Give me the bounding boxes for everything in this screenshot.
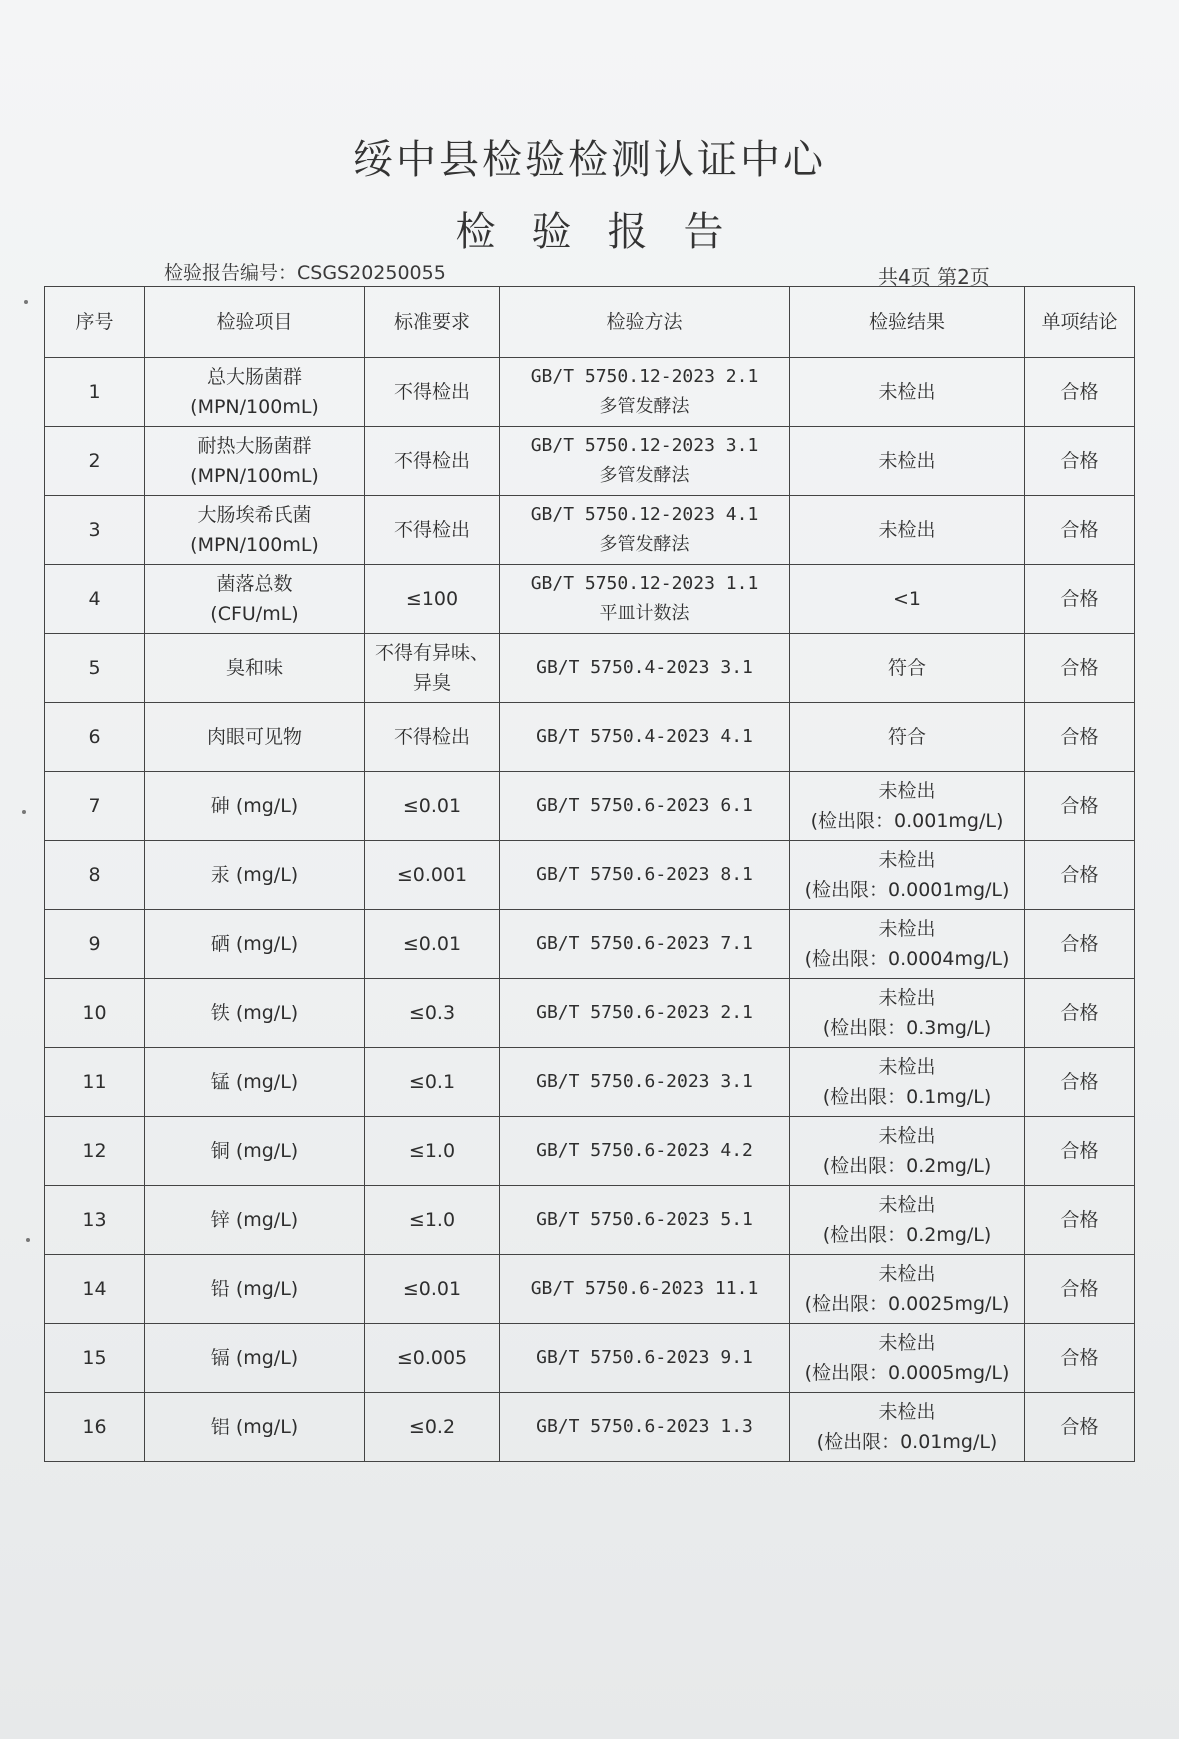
conclusion-text: 合格: [1060, 1140, 1099, 1162]
result-text: 未检出: [878, 849, 936, 871]
cell-conclusion: [1025, 1324, 1135, 1393]
column-header-item: 检验项目: [145, 287, 365, 358]
scan-speck: [26, 1238, 30, 1242]
result-text: 未检出: [878, 1125, 936, 1147]
conclusion-text: 合格: [1060, 588, 1099, 610]
conclusion-text: 合格: [1060, 795, 1099, 817]
column-header-result: 检验结果: [790, 287, 1025, 358]
cell-method: [500, 565, 790, 634]
item-name: 耐热大肠菌群: [197, 435, 312, 457]
cell-result: [790, 1255, 1025, 1324]
method-standard: GB/T 5750.6-2023 1.3: [536, 1416, 753, 1437]
row-number: 7: [88, 795, 101, 817]
cell-method: [500, 910, 790, 979]
cell-no: [45, 1117, 145, 1186]
cell-conclusion: [1025, 496, 1135, 565]
item-unit: (MPN/100mL): [190, 534, 319, 556]
cell-conclusion: [1025, 841, 1135, 910]
cell-result: [790, 1048, 1025, 1117]
requirement-text: ≤0.001: [396, 864, 468, 886]
table-row: [45, 772, 1135, 841]
table-row: [45, 496, 1135, 565]
cell-requirement: [365, 1186, 500, 1255]
conclusion-text: 合格: [1060, 381, 1099, 403]
cell-requirement: [365, 979, 500, 1048]
cell-result: [790, 910, 1025, 979]
column-header-requirement: 标准要求: [365, 287, 500, 358]
cell-method: [500, 1117, 790, 1186]
item-name: 铅 (mg/L): [210, 1278, 299, 1300]
table-row: [45, 1255, 1135, 1324]
result-text: 未检出: [878, 450, 936, 472]
cell-conclusion: [1025, 358, 1135, 427]
cell-requirement: [365, 910, 500, 979]
cell-result: [790, 979, 1025, 1048]
item-name: 镉 (mg/L): [210, 1347, 299, 1369]
method-standard: GB/T 5750.6-2023 5.1: [536, 1209, 753, 1230]
table-row: [45, 910, 1135, 979]
method-standard: GB/T 5750.6-2023 6.1: [536, 795, 753, 816]
method-standard: GB/T 5750.4-2023 4.1: [536, 726, 753, 747]
cell-method: [500, 496, 790, 565]
cell-requirement: [365, 1117, 500, 1186]
detection-limit: (检出限：0.0005mg/L): [804, 1362, 1010, 1384]
cell-method: [500, 358, 790, 427]
item-name: 锌 (mg/L): [210, 1209, 299, 1231]
conclusion-text: 合格: [1060, 1002, 1099, 1024]
cell-requirement: [365, 427, 500, 496]
result-text: 未检出: [878, 1263, 936, 1285]
cell-item: [145, 1186, 365, 1255]
cell-method: [500, 1393, 790, 1462]
method-standard: GB/T 5750.6-2023 4.2: [536, 1140, 753, 1161]
cell-result: [790, 634, 1025, 703]
cell-no: [45, 979, 145, 1048]
item-unit: (MPN/100mL): [190, 396, 319, 418]
cell-requirement: [365, 1048, 500, 1117]
row-number: 8: [88, 864, 101, 886]
method-name: 多管发酵法: [599, 465, 690, 486]
cell-requirement: [365, 703, 500, 772]
cell-item: [145, 496, 365, 565]
cell-item: [145, 1048, 365, 1117]
requirement-text: ≤0.01: [402, 1278, 462, 1300]
cell-item: [145, 772, 365, 841]
cell-no: [45, 358, 145, 427]
table-row: [45, 565, 1135, 634]
detection-limit: (检出限：0.1mg/L): [822, 1086, 992, 1108]
cell-result: [790, 358, 1025, 427]
requirement-text: ≤1.0: [408, 1209, 456, 1231]
row-number: 12: [82, 1140, 107, 1162]
conclusion-text: 合格: [1060, 933, 1099, 955]
report-number: 检验报告编号：CSGS20250055: [164, 262, 446, 284]
row-number: 3: [88, 519, 101, 541]
row-number: 14: [82, 1278, 107, 1300]
detection-limit: (检出限：0.001mg/L): [810, 810, 1004, 832]
cell-result: [790, 427, 1025, 496]
item-name: 铜 (mg/L): [210, 1140, 299, 1162]
cell-item: [145, 565, 365, 634]
requirement-text: ≤0.01: [402, 795, 462, 817]
cell-item: [145, 358, 365, 427]
cell-conclusion: [1025, 772, 1135, 841]
cell-method: [500, 427, 790, 496]
result-text: 符合: [887, 657, 926, 679]
cell-method: [500, 703, 790, 772]
cell-no: [45, 1324, 145, 1393]
requirement-text: ≤100: [405, 588, 459, 610]
cell-no: [45, 772, 145, 841]
detection-limit: (检出限：0.0001mg/L): [804, 879, 1010, 901]
cell-no: [45, 1393, 145, 1462]
item-name: 铁 (mg/L): [210, 1002, 299, 1024]
table-row: [45, 703, 1135, 772]
method-standard: GB/T 5750.4-2023 3.1: [536, 657, 753, 678]
conclusion-text: 合格: [1060, 1347, 1099, 1369]
cell-item: [145, 703, 365, 772]
requirement-text: ≤0.005: [396, 1347, 468, 1369]
table-row: [45, 1048, 1135, 1117]
result-text: 未检出: [878, 1332, 936, 1354]
item-name: 硒 (mg/L): [210, 933, 299, 955]
table-header-row: [45, 287, 1135, 358]
conclusion-text: 合格: [1060, 1071, 1099, 1093]
requirement-text: 不得检出: [393, 726, 470, 748]
method-name: 多管发酵法: [599, 534, 690, 555]
cell-no: [45, 634, 145, 703]
item-name: 总大肠菌群: [206, 366, 302, 388]
requirement-text: ≤0.01: [402, 933, 462, 955]
cell-item: [145, 1393, 365, 1462]
page-indicator: 共4页 第2页: [878, 265, 990, 289]
requirement-text: 不得检出: [393, 519, 470, 541]
column-header-no: 序号: [45, 287, 145, 358]
cell-item: [145, 979, 365, 1048]
item-name: 铝 (mg/L): [210, 1416, 299, 1438]
cell-method: [500, 1255, 790, 1324]
item-name: 菌落总数: [216, 573, 293, 595]
cell-result: [790, 703, 1025, 772]
row-number: 1: [88, 381, 101, 403]
table-row: [45, 1324, 1135, 1393]
cell-item: [145, 427, 365, 496]
table-row: [45, 427, 1135, 496]
result-text: 未检出: [878, 381, 936, 403]
table-row: [45, 358, 1135, 427]
method-standard: GB/T 5750.12-2023 1.1: [530, 573, 759, 594]
conclusion-text: 合格: [1060, 1278, 1099, 1300]
cell-conclusion: [1025, 979, 1135, 1048]
detection-limit: (检出限：0.2mg/L): [822, 1155, 992, 1177]
cell-method: [500, 979, 790, 1048]
cell-conclusion: [1025, 703, 1135, 772]
cell-method: [500, 634, 790, 703]
item-name: 汞 (mg/L): [210, 864, 299, 886]
row-number: 15: [82, 1347, 107, 1369]
row-number: 9: [88, 933, 101, 955]
column-header-conclusion: 单项结论: [1025, 287, 1135, 358]
cell-method: [500, 1186, 790, 1255]
method-standard: GB/T 5750.12-2023 3.1: [530, 435, 759, 456]
requirement-text: ≤0.3: [408, 1002, 456, 1024]
cell-no: [45, 496, 145, 565]
organization-name: 绥中县检验检测认证中心: [353, 137, 826, 183]
conclusion-text: 合格: [1060, 1209, 1099, 1231]
cell-no: [45, 427, 145, 496]
item-unit: (MPN/100mL): [190, 465, 319, 487]
detection-limit: (检出限：0.3mg/L): [822, 1017, 992, 1039]
requirement-text: 不得有异味、异臭: [374, 642, 489, 694]
cell-item: [145, 910, 365, 979]
cell-no: [45, 1255, 145, 1324]
scan-speck: [22, 810, 26, 814]
row-number: 6: [88, 726, 101, 748]
cell-method: [500, 772, 790, 841]
cell-conclusion: [1025, 1048, 1135, 1117]
result-text: 未检出: [878, 1194, 936, 1216]
cell-item: [145, 1117, 365, 1186]
item-name: 锰 (mg/L): [210, 1071, 299, 1093]
table-row: [45, 634, 1135, 703]
table-row: [45, 841, 1135, 910]
cell-conclusion: [1025, 565, 1135, 634]
requirement-text: 不得检出: [393, 450, 470, 472]
cell-result: [790, 1117, 1025, 1186]
cell-method: [500, 1324, 790, 1393]
cell-no: [45, 1186, 145, 1255]
cell-no: [45, 703, 145, 772]
row-number: 11: [82, 1071, 107, 1093]
cell-result: [790, 496, 1025, 565]
row-number: 13: [82, 1209, 107, 1231]
cell-requirement: [365, 1255, 500, 1324]
scan-speck: [24, 300, 28, 304]
cell-no: [45, 841, 145, 910]
table-row: [45, 1117, 1135, 1186]
column-header-method: 检验方法: [500, 287, 790, 358]
cell-result: [790, 841, 1025, 910]
cell-requirement: [365, 1324, 500, 1393]
item-name: 肉眼可见物: [206, 726, 302, 748]
row-number: 4: [88, 588, 101, 610]
cell-requirement: [365, 1393, 500, 1462]
detection-limit: (检出限：0.2mg/L): [822, 1224, 992, 1246]
cell-requirement: [365, 772, 500, 841]
cell-result: [790, 772, 1025, 841]
method-standard: GB/T 5750.6-2023 7.1: [536, 933, 753, 954]
detection-limit: (检出限：0.0025mg/L): [804, 1293, 1010, 1315]
requirement-text: ≤0.2: [408, 1416, 456, 1438]
document-title: 检验报告: [455, 209, 760, 255]
conclusion-text: 合格: [1060, 519, 1099, 541]
cell-result: [790, 1324, 1025, 1393]
cell-result: [790, 565, 1025, 634]
cell-requirement: [365, 358, 500, 427]
conclusion-text: 合格: [1060, 864, 1099, 886]
row-number: 5: [88, 657, 101, 679]
detection-limit: (检出限：0.01mg/L): [816, 1431, 998, 1453]
cell-method: [500, 841, 790, 910]
cell-result: [790, 1393, 1025, 1462]
requirement-text: ≤0.1: [408, 1071, 456, 1093]
cell-no: [45, 910, 145, 979]
inspection-results-table: [44, 286, 1135, 1462]
cell-conclusion: [1025, 910, 1135, 979]
cell-method: [500, 1048, 790, 1117]
row-number: 16: [82, 1416, 107, 1438]
cell-requirement: [365, 496, 500, 565]
item-name: 大肠埃希氏菌: [197, 504, 312, 526]
detection-limit: (检出限：0.0004mg/L): [804, 948, 1010, 970]
row-number: 2: [88, 450, 101, 472]
cell-item: [145, 1255, 365, 1324]
method-name: 多管发酵法: [599, 396, 690, 417]
cell-item: [145, 841, 365, 910]
item-unit: (CFU/mL): [210, 603, 299, 625]
result-text: 未检出: [878, 519, 936, 541]
cell-conclusion: [1025, 1117, 1135, 1186]
conclusion-text: 合格: [1060, 450, 1099, 472]
method-standard: GB/T 5750.12-2023 2.1: [530, 366, 759, 387]
item-name: 臭和味: [225, 657, 283, 679]
item-name: 砷 (mg/L): [210, 795, 299, 817]
method-standard: GB/T 5750.6-2023 3.1: [536, 1071, 753, 1092]
cell-result: [790, 1186, 1025, 1255]
method-standard: GB/T 5750.6-2023 11.1: [530, 1278, 759, 1299]
method-standard: GB/T 5750.6-2023 2.1: [536, 1002, 753, 1023]
result-text: 未检出: [878, 1056, 936, 1078]
method-standard: GB/T 5750.12-2023 4.1: [530, 504, 759, 525]
method-standard: GB/T 5750.6-2023 9.1: [536, 1347, 753, 1368]
cell-no: [45, 1048, 145, 1117]
table-row: [45, 1393, 1135, 1462]
cell-item: [145, 1324, 365, 1393]
cell-no: [45, 565, 145, 634]
table-row: [45, 1186, 1135, 1255]
cell-item: [145, 634, 365, 703]
cell-conclusion: [1025, 1393, 1135, 1462]
result-text: 符合: [887, 726, 926, 748]
method-name: 平皿计数法: [599, 603, 690, 624]
requirement-text: 不得检出: [393, 381, 470, 403]
table-row: [45, 979, 1135, 1048]
cell-requirement: [365, 841, 500, 910]
result-text: 未检出: [878, 780, 936, 802]
result-text: 未检出: [878, 987, 936, 1009]
cell-conclusion: [1025, 1255, 1135, 1324]
result-text: 未检出: [878, 1401, 936, 1423]
cell-conclusion: [1025, 1186, 1135, 1255]
cell-requirement: [365, 634, 500, 703]
row-number: 10: [82, 1002, 107, 1024]
cell-conclusion: [1025, 634, 1135, 703]
conclusion-text: 合格: [1060, 657, 1099, 679]
result-text: 未检出: [878, 918, 936, 940]
method-standard: GB/T 5750.6-2023 8.1: [536, 864, 753, 885]
conclusion-text: 合格: [1060, 1416, 1099, 1438]
cell-conclusion: [1025, 427, 1135, 496]
requirement-text: ≤1.0: [408, 1140, 456, 1162]
result-text: <1: [892, 588, 921, 610]
conclusion-text: 合格: [1060, 726, 1099, 748]
cell-requirement: [365, 565, 500, 634]
